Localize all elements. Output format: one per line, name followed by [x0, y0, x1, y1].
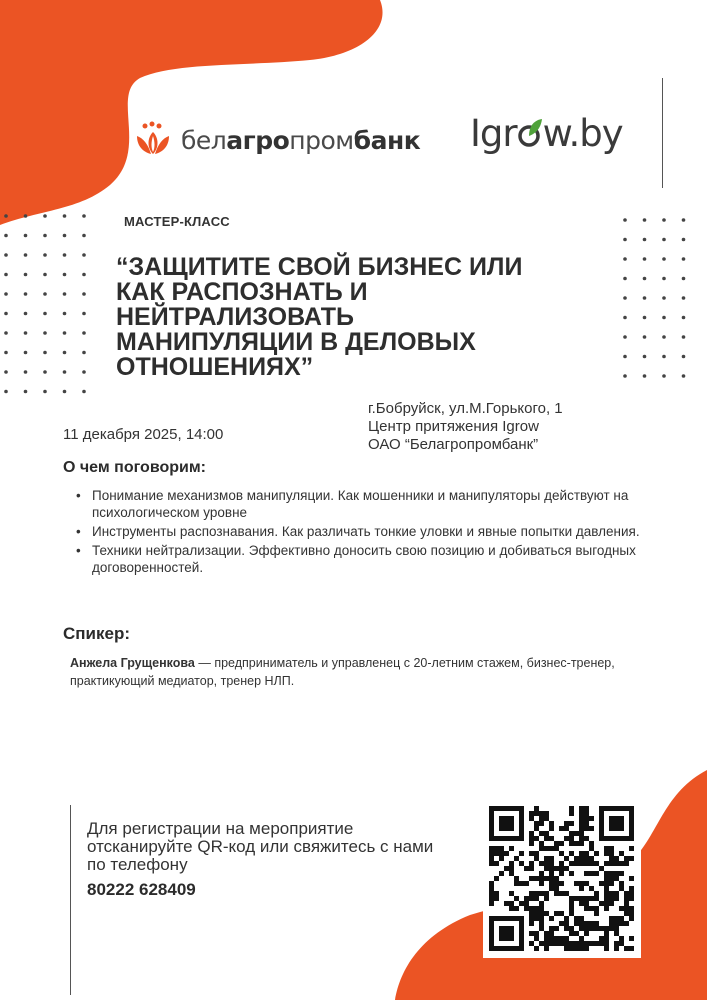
event-title: “ЗАЩИТИТЕ СВОЙ БИЗНЕС ИЛИ КАК РАСПОЗНАТЬ И НЕЙТРАЛИЗОВАТЬ МАНИПУЛЯЦИИ В ДЕЛОВЫХ ОТНОШЕНИЯХ” — [116, 253, 523, 381]
event-kicker: МАСТЕР-КЛАСС — [124, 214, 230, 229]
topics-list — [70, 487, 670, 578]
event-date: 11 декабря 2025, 14:00 — [63, 426, 224, 443]
header-divider — [662, 78, 663, 188]
registration-divider — [70, 805, 71, 995]
address-line: ОАО “Белагропромбанк” — [368, 436, 539, 453]
topic-item: • Инструменты распознавания. Как различать тонкие уловки и явные попытки давления. — [70, 523, 670, 540]
right-dot-grid — [623, 218, 685, 378]
registration-phone[interactable]: 80222 628409 — [87, 880, 196, 899]
address-line: Центр притяжения Igrow — [368, 418, 539, 435]
registration-text: Для регистрации на мероприятие отсканируйте QR-код или свяжитесь с нами по телефону — [87, 819, 434, 874]
top-left-orange-blob — [0, 0, 383, 225]
event-address — [368, 400, 563, 454]
topic-item: • Техники нейтрализации. Эффективно доносить свою позицию и добиваться выгодных договоренностей. — [70, 542, 670, 576]
leaf-icon — [517, 119, 543, 149]
speaker-heading: Спикер: — [63, 624, 131, 643]
speaker-name: Анжела Грущенкова — [70, 656, 195, 670]
left-dot-grid — [4, 214, 86, 393]
bank-wordmark: белагропромбанк — [181, 125, 421, 155]
topic-item: • Понимание механизмов манипуляции. Как мошенники и манипуляторы действуют на психологическом уровне — [70, 487, 670, 521]
address-line: г.Бобруйск, ул.М.Горького, 1 — [368, 400, 563, 417]
speaker-description: — предприниматель и управленец с 20-летним стажем, бизнес-тренер, практикующий медиатор, тренер НЛП. — [70, 656, 615, 688]
topics-heading: О чем поговорим: — [63, 459, 206, 476]
speaker-bio — [70, 654, 660, 690]
igrow-logo: Igr w.by — [470, 112, 623, 155]
qr-code-icon[interactable] — [483, 800, 641, 958]
bank-flower-logo-icon — [133, 120, 173, 160]
bank-logo — [133, 120, 420, 160]
